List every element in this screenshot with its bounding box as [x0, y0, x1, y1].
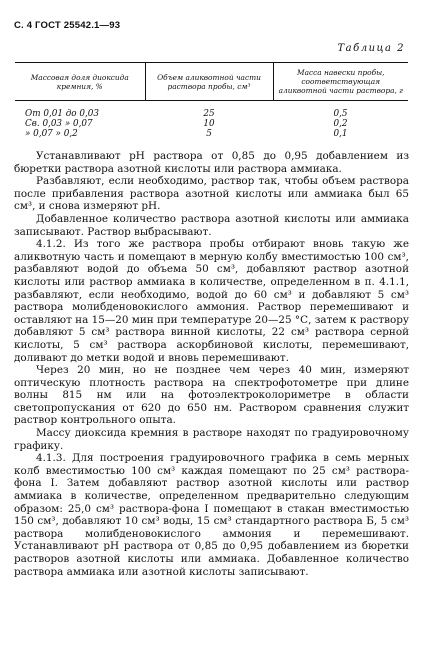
table-cell: 0,2	[333, 119, 348, 129]
column-header: Масса навески пробы, соответствующая аликвотной части раствора, г	[273, 63, 408, 101]
paragraph: 4.1.3. Для построения градуировочного графика в семь мерных колб вместимостью 100 см³ каждая помещают по 25 см³ раствора-фона I. Затем добавляют раствор азотной кислоты или раствор аммиака в количестве, определенном предварительно следующим образом: 25,0 см³ раствора-фона I помещают в стакан вместимостью 150 см³, добавляют 10 см³ воды, 15 см³ стандартного раствора Б, 5 см³ раствора молибденовокислого аммония и перемешивают. Устанавливают рН раствора от 0,85 до 0,95 добавлением из бюретки растворов азотной кислоты или аммиака. Добавленное количество раствора аммиака или азотной кислоты записывают.	[14, 452, 409, 578]
table-cell: 5	[206, 129, 212, 139]
column-header: Массовая доля диоксида кремния, %	[15, 63, 145, 101]
table-cell: Св. 0,03 » 0,07	[25, 119, 93, 129]
column-header: Объем аликвотной части раствора пробы, см³	[145, 63, 273, 101]
data-table	[15, 62, 408, 139]
paragraph: Добавленное количество раствора азотной кислоты или аммиака записывают. Раствор выбрасывают.	[14, 212, 409, 238]
table-header-row	[15, 63, 408, 101]
table-row	[15, 101, 408, 120]
body-text	[14, 150, 409, 578]
page-header: С. 4 ГОСТ 25542.1—93	[14, 20, 121, 31]
table-row	[15, 129, 408, 139]
paragraph: Через 20 мин, но не позднее чем через 40 мин, измеряют оптическую плотность раствора на спектрофотометре при длине волны 815 нм или на фотоэлектроколориметре в области светопропускания от 620 до 650 нм. Раствором сравнения служит раствор контрольного опыта.	[14, 364, 409, 427]
paragraph: 4.1.2. Из того же раствора пробы отбирают вновь такую же аликвотную часть и помещают в мерную колбу вместимостью 100 см³, разбавляют водой до объема 50 см³, добавляют раствор азотной кислоты или раствор аммиака в количестве, определенном в п. 4.1.1, разбавляют, если необходимо, водой до 60 см³ и добавляют 5 см³ раствора молибденовокислого аммония. Раствор перемешивают и оставляют на 15—20 мин при температуре 20—25 °С, затем к раствору добавляют 5 см³ раствора винной кислоты, 22 см³ раствора серной кислоты, 5 см³ раствора аскорбиновой кислоты, перемешивают, доливают до метки водой и вновь перемешивают.	[14, 238, 409, 364]
paragraph: Разбавляют, если необходимо, раствор так, чтобы объем раствора после прибавления раствора азотной кислоты или аммиака был 65 см³, и снова измеряют рН.	[14, 175, 409, 213]
table-cell: 0,1	[333, 129, 348, 139]
table-caption: Таблица 2	[337, 43, 405, 54]
table-cell: 0,5	[333, 109, 348, 119]
table-cell: » 0,07 » 0,2	[25, 129, 78, 139]
table-cell: 25	[203, 109, 215, 119]
table-cell: 10	[203, 119, 215, 129]
paragraph: Массу диоксида кремния в растворе находят по градуировочному графику.	[14, 427, 409, 452]
table-cell: От 0,01 до 0,03	[25, 109, 99, 119]
paragraph: Устанавливают рН раствора от 0,85 до 0,95 добавлением из бюретки раствора азотной кислоты или раствора аммиака.	[14, 150, 409, 175]
table-row	[15, 119, 408, 129]
